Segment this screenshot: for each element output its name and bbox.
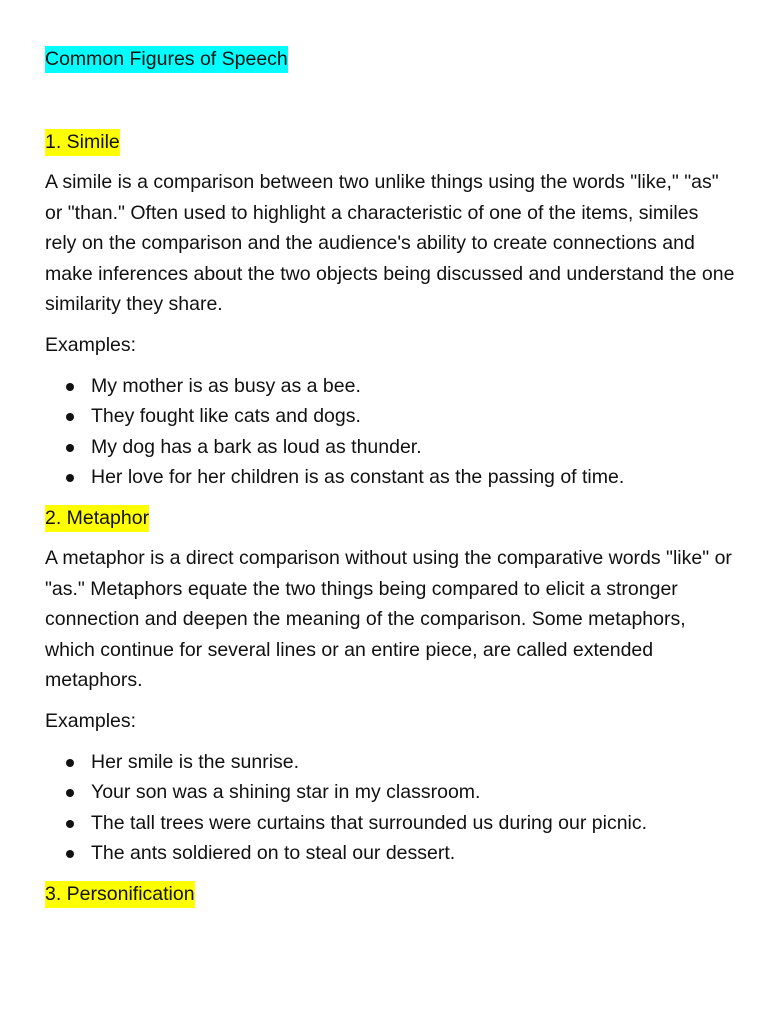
list-item-text: The ants soldiered on to steal our dessert. bbox=[91, 842, 456, 865]
bullet-icon bbox=[66, 383, 74, 391]
list-item-text: My dog has a bark as loud as thunder. bbox=[91, 435, 422, 458]
list-item bbox=[45, 838, 735, 869]
list-item bbox=[45, 462, 735, 493]
examples-list bbox=[45, 371, 735, 493]
section-heading: 2. Metaphor bbox=[45, 505, 149, 532]
bullet-icon bbox=[66, 474, 74, 482]
list-item bbox=[45, 371, 735, 402]
document-title-line bbox=[45, 44, 735, 75]
bullet-icon bbox=[66, 820, 74, 828]
list-item-text: Her love for her children is as constant as the passing of time. bbox=[91, 466, 625, 489]
list-item bbox=[45, 808, 735, 839]
bullet-icon bbox=[66, 850, 74, 858]
section-heading: 3. Personification bbox=[45, 881, 195, 908]
list-item-text: Her smile is the sunrise. bbox=[91, 750, 300, 773]
section-paragraph: A simile is a comparison between two unlike things using the words "like," "as" or "than." Often used to highlight a characteristic of one of the items, similes rely on the comparison and the audience's ability to create connections and make inferences about the two objects being discussed and understand the one similarity they share. bbox=[45, 171, 735, 316]
bullet-icon bbox=[66, 444, 74, 452]
list-item-text: The tall trees were curtains that surrounded us during our picnic. bbox=[91, 811, 648, 834]
section-heading-line bbox=[45, 503, 735, 534]
list-item bbox=[45, 432, 735, 463]
section-simile bbox=[45, 127, 735, 493]
examples-list bbox=[45, 747, 735, 869]
list-item bbox=[45, 777, 735, 808]
bullet-icon bbox=[66, 759, 74, 767]
bullet-icon bbox=[66, 413, 74, 421]
examples-label: Examples: bbox=[45, 709, 137, 732]
list-item bbox=[45, 401, 735, 432]
section-heading-line bbox=[45, 127, 735, 158]
document-page bbox=[45, 44, 735, 919]
section-metaphor bbox=[45, 503, 735, 869]
section-paragraph: A metaphor is a direct comparison without using the comparative words "like" or "as." Metaphors equate the two things being compared to elicit a stronger connection and deepen the meaning of the comparison. Some metaphors, which continue for several lines or an entire piece, are called extended metaphors. bbox=[45, 546, 732, 692]
section-heading: 1. Simile bbox=[45, 129, 120, 156]
document-title: Common Figures of Speech bbox=[45, 46, 288, 73]
examples-label: Examples: bbox=[45, 333, 137, 356]
section-heading-line bbox=[45, 879, 735, 910]
list-item-text: Your son was a shining star in my classroom. bbox=[91, 781, 481, 804]
title-spacer bbox=[45, 75, 735, 127]
bullet-icon bbox=[66, 789, 74, 797]
list-item bbox=[45, 747, 735, 778]
section-personification bbox=[45, 879, 735, 910]
list-item-text: My mother is as busy as a bee. bbox=[91, 374, 361, 397]
list-item-text: They fought like cats and dogs. bbox=[91, 405, 361, 428]
